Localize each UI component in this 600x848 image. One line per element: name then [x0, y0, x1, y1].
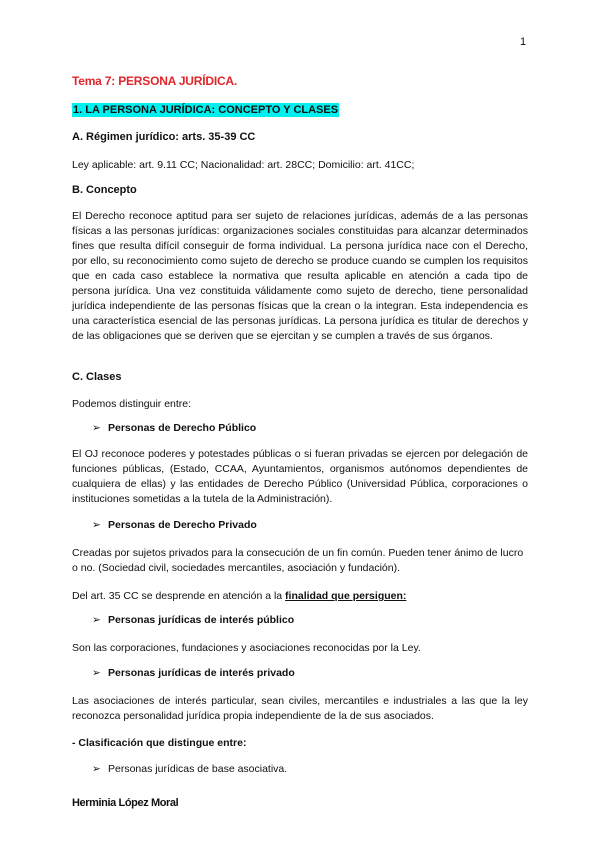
- bullet-public-law: [92, 421, 528, 436]
- concept-paragraph: El Derecho reconoce aptitud para ser sujeto de relaciones jurídicas, además de a las personas físicas a las personas jurídicas: organizaciones sociales constituidas para alcanzar determinados fines que resulta difícil conseguir de forma individual. La persona jurídica nace con el Derecho, por ello, su reconocimiento como sujeto de derecho se produce cuando se cumplen los requisitos que en cada caso establece la normativa que resulta aplicable en atención a cada tipo de persona jurídica. Una vez constituida válidamente como sujeto de derecho, tiene personalidad jurídica independiente de las personas físicas que la crean o la integran. Esta independencia es una característica esencial de las personas jurídicas. La persona jurídica es titular de derechos y de las obligaciones que se deriven que se ejercitan y se cumplen a través de sus órganos.: [72, 210, 528, 342]
- public-interest-paragraph: Son las corporaciones, fundaciones y asociaciones reconocidas por la Ley.: [72, 642, 421, 654]
- public-law-paragraph: El OJ reconoce poderes y potestades públicas o si fueran privadas se ejercen por delegación de funciones públicas, (Estado, CCAA, Ayuntamientos, organismos autónomos dependientes de cualquiera de ellas) y las entidades de Derecho Público (Universidad Pública, corporaciones o instituciones sometidas a la tutela de la Administración).: [72, 448, 528, 505]
- art35-line: [72, 589, 528, 604]
- private-law-paragraph: Creadas por sujetos privados para la consecución de un fin común. Pueden tener ánimo de lucro o no. (Sociedad civil, sociedades mercantiles, asociación y fundación).: [72, 547, 524, 574]
- subheading-a: A. Régimen jurídico: arts. 35-39 CC: [72, 131, 256, 143]
- arrow-bullet-icon: ➢: [92, 422, 101, 434]
- footer-author: Herminia López Moral: [72, 797, 179, 809]
- section-heading-1: [72, 103, 528, 118]
- section-heading-1-text: 1. LA PERSONA JURÍDICA: CONCEPTO Y CLASES: [73, 104, 339, 116]
- arrow-bullet-icon: ➢: [92, 519, 101, 531]
- bullet-public-interest-text: Personas jurídicas de interés público: [108, 614, 295, 626]
- doc-title: Tema 7: PERSONA JURÍDICA.: [72, 74, 238, 88]
- art35-prefix: Del art. 35 CC se desprende en atención a la: [72, 590, 286, 602]
- bullet-private-interest-text: Personas jurídicas de interés privado: [108, 667, 295, 679]
- law-line: Ley aplicable: art. 9.11 CC; Nacionalidad: art. 28CC; Domicilio: art. 41CC;: [72, 159, 415, 171]
- page-number: 1: [520, 36, 527, 48]
- private-interest-paragraph: Las asociaciones de interés particular, sean civiles, mercantiles e industriales a las que la ley reconozca personalidad jurídica propia independiente de la de sus asociados.: [72, 695, 528, 722]
- arrow-bullet-icon: ➢: [92, 614, 101, 626]
- arrow-bullet-icon: ➢: [92, 667, 101, 679]
- bullet-public-law-text: Personas de Derecho Público: [108, 422, 257, 434]
- bullet-private-law-text: Personas de Derecho Privado: [108, 519, 257, 531]
- bullet-private-law: [92, 518, 528, 533]
- bullet-private-interest: [92, 666, 528, 681]
- classes-intro: Podemos distinguir entre:: [72, 398, 192, 410]
- subheading-c: C. Clases: [72, 371, 122, 383]
- classification-line: - Clasificación que distingue entre:: [72, 737, 247, 749]
- bullet-public-interest: [92, 613, 528, 628]
- bullet-associative-text: Personas jurídicas de base asociativa.: [108, 763, 288, 775]
- arrow-bullet-icon: ➢: [92, 763, 101, 775]
- subheading-b: B. Concepto: [72, 184, 137, 196]
- art35-underlined: finalidad que persiguen:: [285, 590, 407, 602]
- bullet-associative: [92, 762, 528, 777]
